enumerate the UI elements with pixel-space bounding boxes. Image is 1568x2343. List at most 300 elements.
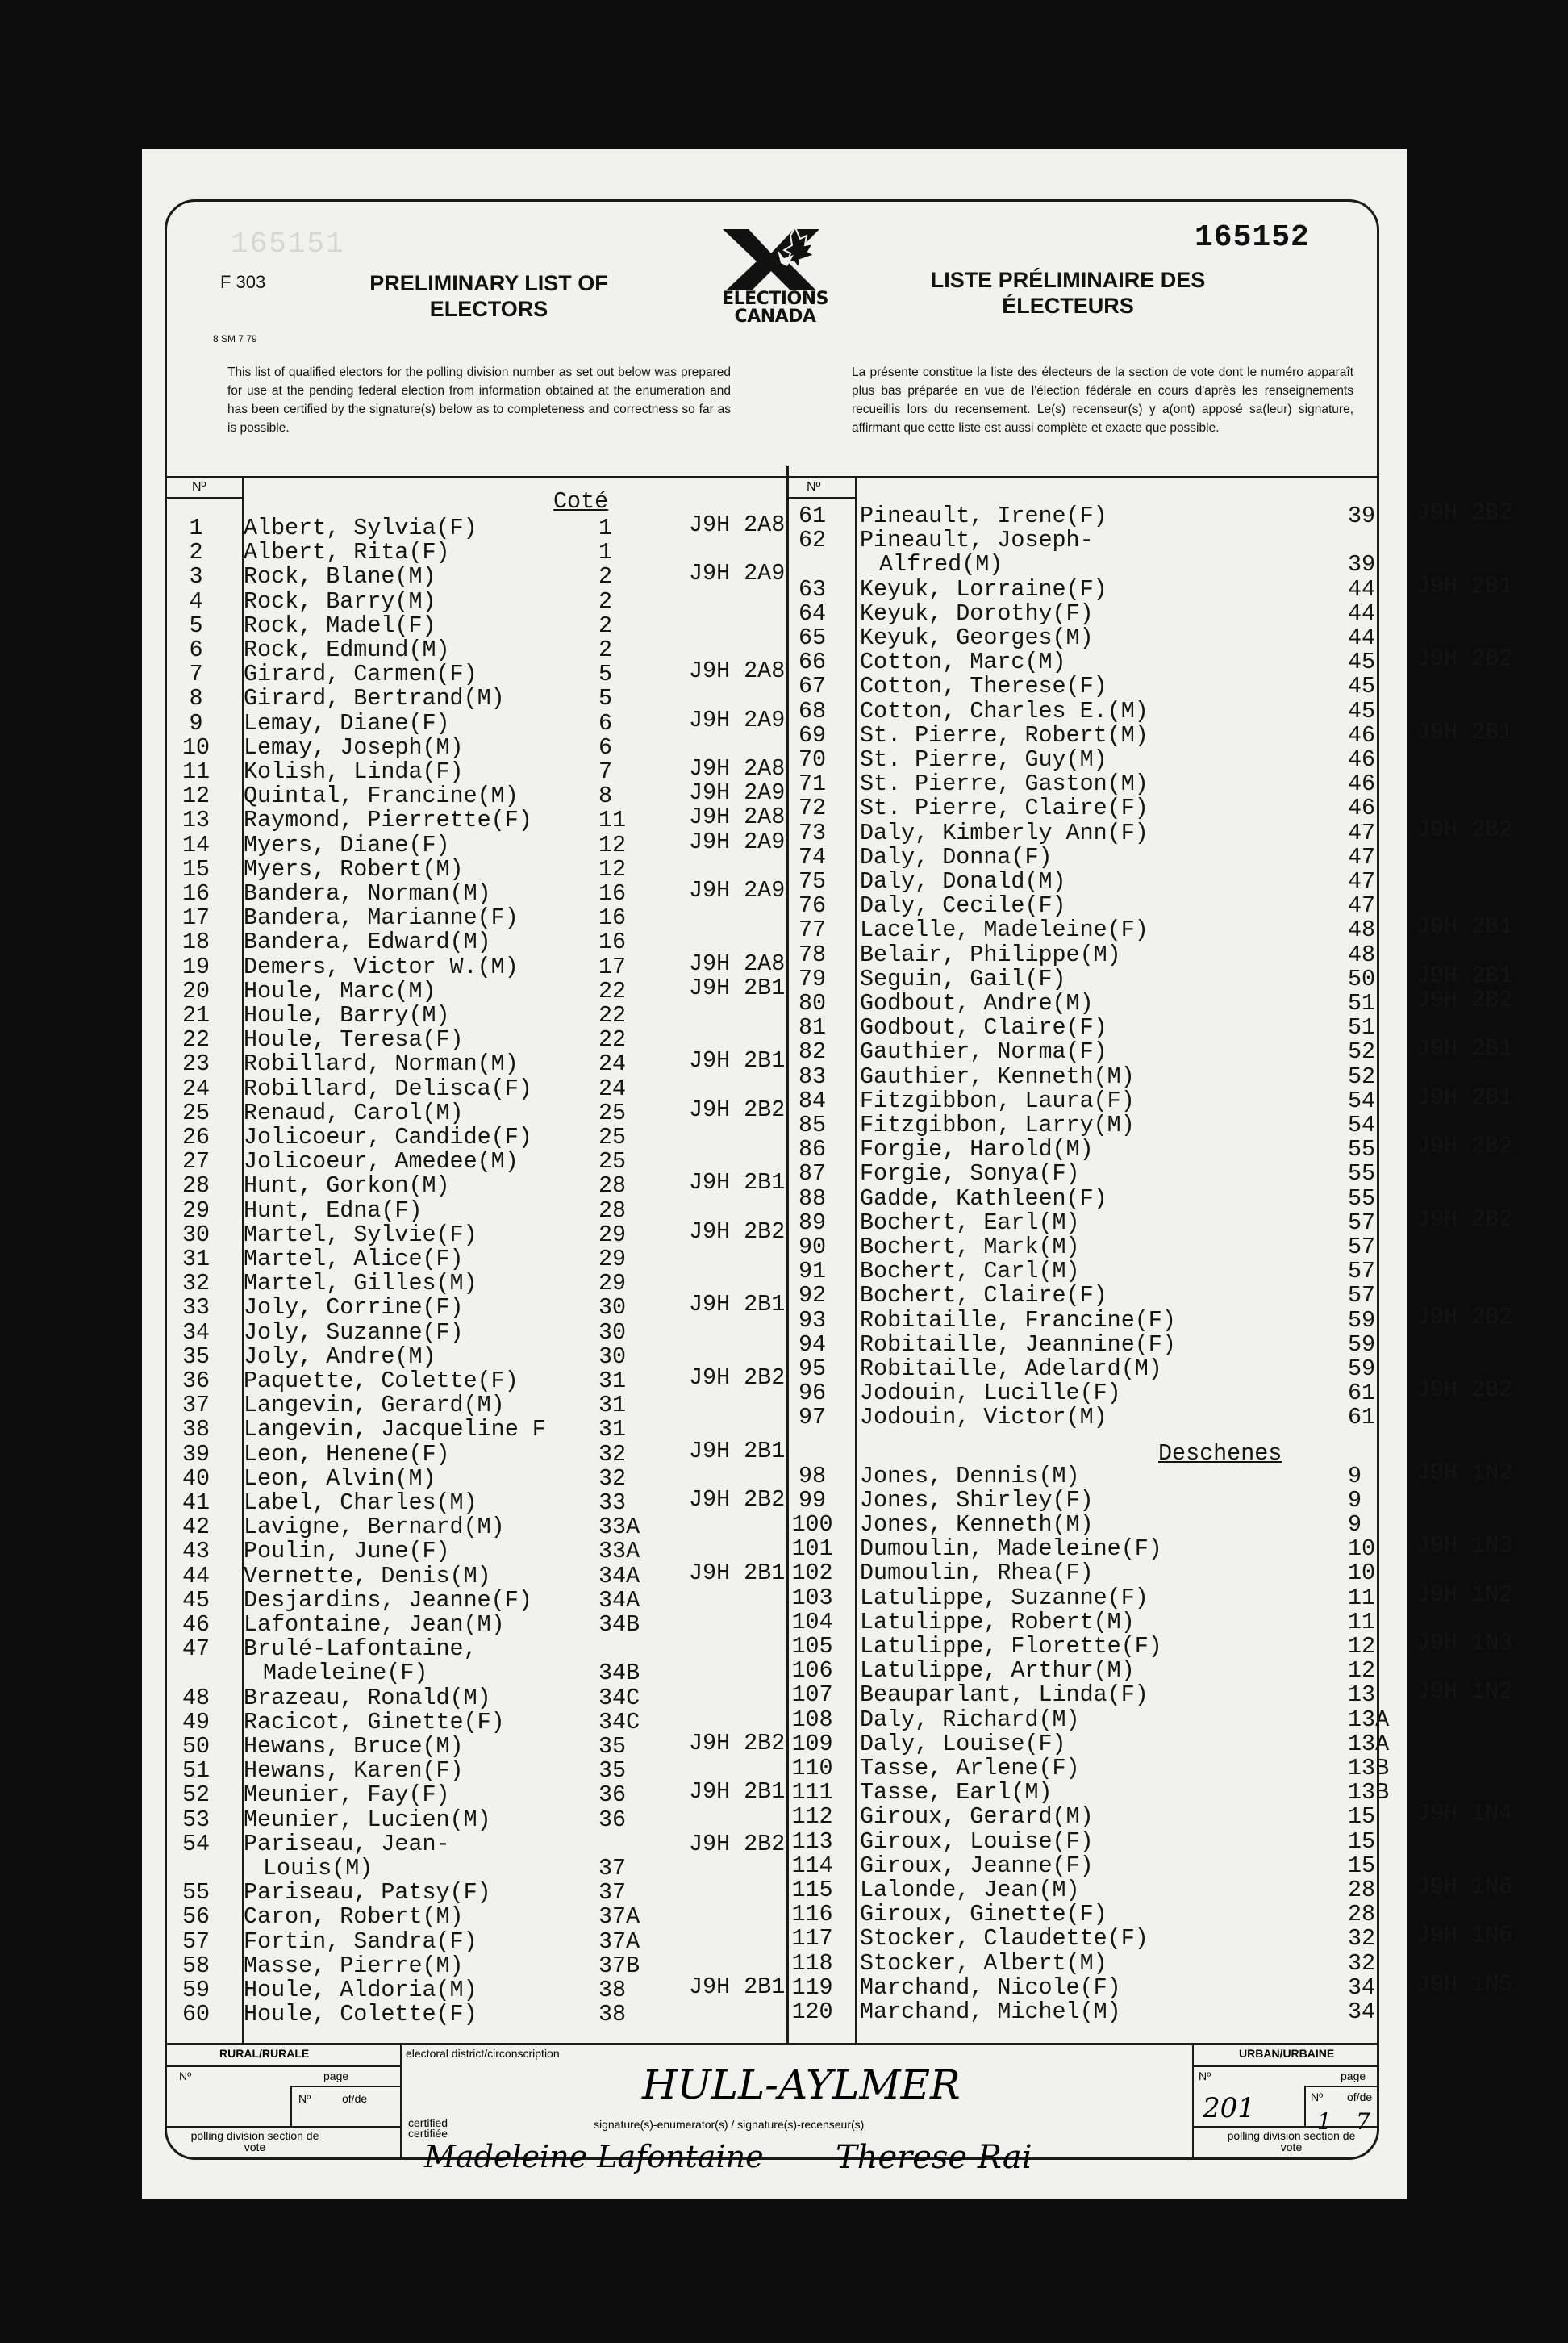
elector-name: Dumoulin, Rhea(F): [860, 1560, 1094, 1587]
elector-name: Houle, Teresa(F): [244, 1026, 464, 1054]
elector-address: 59: [1348, 1306, 1376, 1334]
elector-address: 13B: [1348, 1779, 1390, 1806]
elector-number: 55: [181, 1879, 211, 1907]
elector-postal-code: J9H 2B1: [1416, 913, 1513, 941]
elector-number: 53: [181, 1806, 211, 1833]
document-sheet: [142, 149, 1513, 2199]
elector-number: 81: [798, 1014, 827, 1042]
elector-address: 44: [1348, 624, 1376, 651]
elector-number: 87: [798, 1160, 827, 1188]
urban-page-of-value: 7: [1356, 2108, 1370, 2135]
elector-address: 17: [598, 953, 627, 980]
elector-number: 110: [791, 1755, 833, 1781]
elector-name: Giroux, Ginette(F): [860, 1901, 1107, 1928]
elector-name: Latulippe, Robert(M): [860, 1608, 1135, 1635]
elector-address: 61: [1348, 1380, 1376, 1407]
elector-number: 50: [181, 1733, 211, 1760]
elector-name: Fortin, Sandra(F): [244, 1927, 477, 1955]
elector-name: Langevin, Jacqueline F: [244, 1416, 546, 1443]
elector-address: 2: [598, 612, 613, 639]
elector-address: 34B: [598, 1611, 640, 1638]
elector-address: 45: [1348, 649, 1376, 676]
elector-name: Joly, Suzanne(F): [244, 1318, 464, 1346]
elector-name: St. Pierre, Claire(F): [860, 795, 1149, 822]
elector-address: 57: [1348, 1258, 1376, 1285]
elector-postal-code: J9H 1N3: [1416, 1630, 1513, 1656]
elector-postal-code: J9H 1N6: [1416, 1922, 1513, 1949]
elector-number: 2: [189, 539, 203, 566]
elector-postal-code: J9H 2B1: [689, 1047, 786, 1075]
elector-postal-code: J9H 2B2: [1416, 987, 1513, 1013]
elector-postal-code: J9H 2B1: [689, 1437, 786, 1464]
elector-number: 12: [181, 783, 211, 810]
elector-name: Daly, Donald(M): [860, 868, 1066, 895]
elector-address: 31: [598, 1416, 627, 1443]
rural-no-label: Nº: [179, 2069, 192, 2082]
elector-name: Fitzgibbon, Larry(M): [860, 1112, 1135, 1138]
elector-name: Stocker, Claudette(F): [860, 1925, 1149, 1952]
rural-label: RURAL/RURALE: [219, 2047, 310, 2060]
elector-address: 33: [598, 1489, 627, 1516]
elector-number: 117: [791, 1925, 833, 1952]
elector-number: 16: [181, 880, 211, 907]
elector-name: Lacelle, Madeleine(F): [860, 917, 1149, 944]
elector-number: 44: [181, 1562, 211, 1589]
elector-number: 36: [181, 1368, 211, 1394]
elector-name: Vernette, Denis(M): [244, 1562, 491, 1589]
elector-name: Brulé-Lafontaine,: [244, 1635, 477, 1663]
elector-number: 14: [181, 831, 211, 858]
elector-number: 113: [791, 1827, 833, 1855]
elector-name: Rock, Blane(M): [244, 563, 436, 591]
elector-name: Bochert, Carl(M): [860, 1258, 1080, 1285]
elector-address: 48: [1348, 941, 1376, 968]
elector-address: 25: [598, 1124, 627, 1151]
elector-address: 5: [598, 685, 613, 712]
rural-polling-rule: [167, 2126, 400, 2128]
elector-number: 100: [791, 1511, 833, 1538]
elector-name: Pariseau, Patsy(F): [244, 1879, 491, 1907]
elector-name: Bochert, Mark(M): [860, 1234, 1080, 1260]
elector-address: 36: [598, 1806, 627, 1833]
elector-address: 44: [1348, 575, 1376, 603]
elector-name: Robillard, Delisca(F): [244, 1075, 532, 1102]
elector-postal-code: J9H 2A8: [689, 755, 786, 782]
elector-number: 92: [798, 1282, 827, 1309]
elector-number: 59: [181, 1977, 211, 2003]
elector-number: 118: [791, 1949, 833, 1977]
intro-text-french: La présente constitue la liste des électeurs de la section de vote dont le numéro apparaît plus bas préparée en vue de l'élection fédérale en cours d'après les renseignements recueillis lors du recensement. Le(s) recenseur(s) y a(ont) apposé sa(leur) signature, affirmant que cette liste est aussi complète et exacte que possible.: [852, 365, 1353, 435]
form-code: F 303: [220, 272, 266, 292]
elector-number: 103: [791, 1584, 833, 1611]
elector-address: 34C: [598, 1684, 640, 1711]
elector-name: Martel, Gilles(M): [244, 1270, 477, 1297]
elector-number: 98: [798, 1462, 827, 1489]
elector-name: Latulippe, Arthur(M): [860, 1657, 1135, 1685]
elector-number: 10: [181, 733, 211, 761]
elector-address: 28: [1348, 1901, 1376, 1928]
rural-polling-label: polling division section de vote: [190, 2129, 319, 2153]
elector-name: Tasse, Arlene(F): [860, 1755, 1080, 1781]
elector-address: 1: [598, 539, 613, 566]
elector-number: 6: [189, 637, 203, 663]
elector-number: 38: [181, 1416, 211, 1443]
elector-name: Jolicoeur, Candide(F): [244, 1124, 532, 1151]
elector-address: 55: [1348, 1184, 1376, 1212]
elector-number: 37: [181, 1392, 211, 1419]
elector-postal-code: J9H 2A8: [689, 804, 786, 831]
elector-number: 19: [181, 953, 211, 980]
elector-number: 72: [798, 795, 827, 822]
enumerator-signature-2: Therese Rai: [836, 2139, 1032, 2176]
elector-name: Lavigne, Bernard(M): [244, 1514, 505, 1541]
elector-address: 2: [598, 637, 613, 663]
elector-address: 10: [1348, 1535, 1376, 1563]
elector-name: Paquette, Colette(F): [244, 1368, 519, 1394]
elector-address: 15: [1348, 1827, 1376, 1855]
elector-address: 37A: [598, 1927, 640, 1955]
elector-number: 102: [791, 1560, 833, 1587]
elector-address: 50: [1348, 965, 1376, 992]
elector-number: 73: [798, 819, 827, 846]
elector-address: 30: [598, 1318, 627, 1346]
signature-label: signature(s)-enumerator(s) / signature(s)-recenseur(s): [594, 2118, 865, 2131]
enumerator-signature-1: Madeleine Lafontaine: [424, 2139, 764, 2174]
elector-address: 12: [598, 855, 627, 883]
urban-no-label: Nº: [1199, 2069, 1211, 2082]
elector-number: 99: [798, 1486, 827, 1514]
elector-name: Daly, Richard(M): [860, 1706, 1080, 1733]
elector-number: 86: [798, 1136, 827, 1163]
elector-number: 66: [798, 649, 827, 676]
logo-text: ELECTIONS CANADA: [722, 289, 828, 327]
elector-name: Daly, Cecile(F): [860, 892, 1066, 920]
elector-postal-code: J9H 2B2: [1416, 645, 1513, 673]
elector-address: 29: [598, 1270, 627, 1297]
serial-number: 165152: [1195, 220, 1310, 255]
elector-name: Beauparlant, Linda(F): [860, 1681, 1149, 1709]
elector-number: 60: [181, 2001, 211, 2028]
elector-name: Brazeau, Ronald(M): [244, 1684, 491, 1711]
elector-address: 39: [1348, 551, 1376, 578]
elector-postal-code: J9H 2B1: [1416, 1035, 1513, 1063]
elector-address: 28: [598, 1172, 627, 1200]
elector-name: Houle, Colette(F): [244, 2001, 477, 2028]
elector-name: Raymond, Pierrette(F): [244, 807, 532, 834]
elector-name: Pariseau, Jean-: [244, 1830, 450, 1857]
elector-name: Cotton, Therese(F): [860, 673, 1107, 700]
elector-name-continued: Alfred(M): [879, 551, 1003, 578]
elector-number: 39: [181, 1440, 211, 1468]
elector-name: Poulin, June(F): [244, 1538, 450, 1565]
elector-address: 33A: [598, 1514, 640, 1541]
elector-number: 32: [181, 1270, 211, 1297]
urban-page-top-rule: [1304, 2086, 1378, 2087]
elector-name: Jones, Dennis(M): [860, 1462, 1080, 1489]
elector-name: Bochert, Earl(M): [860, 1209, 1080, 1236]
rural-page-label: page: [323, 2069, 349, 2082]
footer-divider-left: [400, 2043, 402, 2160]
rural-page-divider: [290, 2086, 292, 2126]
elector-address: 9: [1348, 1511, 1362, 1538]
elector-address: 1: [598, 515, 613, 541]
elector-number: 21: [181, 1002, 211, 1029]
right-no-header-rule: [786, 497, 856, 499]
elector-number: 17: [181, 904, 211, 932]
elector-name: Caron, Robert(M): [244, 1903, 464, 1931]
rural-page-no-label: Nº: [298, 2092, 311, 2105]
elector-name: Keyuk, Dorothy(F): [860, 599, 1094, 627]
elector-name: Lalonde, Jean(M): [860, 1877, 1080, 1903]
elector-name: Latulippe, Florette(F): [860, 1633, 1162, 1660]
elector-number: 107: [791, 1681, 833, 1709]
urban-label-rule: [1194, 2065, 1378, 2067]
elector-address: 59: [1348, 1355, 1376, 1382]
elector-address: 9: [1348, 1462, 1362, 1489]
elector-postal-code: J9H 2B2: [1416, 1376, 1513, 1404]
elector-address: 32: [598, 1440, 627, 1468]
urban-page-no-label: Nº: [1311, 2090, 1324, 2103]
elector-number: 75: [798, 868, 827, 895]
footer-top-rule: [167, 2043, 1377, 2045]
elector-number: 43: [181, 1538, 211, 1565]
elector-name: Robitaille, Jeannine(F): [860, 1330, 1176, 1358]
elector-address: 55: [1348, 1160, 1376, 1188]
urban-polling-label: polling division section de vote: [1227, 2129, 1356, 2153]
elector-address: 12: [1348, 1657, 1376, 1685]
elector-postal-code: J9H 1N6: [1416, 1873, 1513, 1900]
elector-postal-code: J9H 2B1: [689, 1778, 786, 1806]
elector-name: Hunt, Edna(F): [244, 1197, 423, 1224]
elector-number: 49: [181, 1708, 211, 1735]
elector-address: 16: [598, 880, 627, 907]
elector-number: 106: [791, 1657, 833, 1685]
elector-name: Gadde, Kathleen(F): [860, 1184, 1107, 1212]
elector-address: 25: [598, 1148, 627, 1176]
elector-name: Gauthier, Kenneth(M): [860, 1063, 1135, 1090]
left-no-header: Nº: [192, 480, 206, 494]
elector-name: Kolish, Linda(F): [244, 758, 464, 785]
elector-number: 79: [798, 965, 827, 992]
elector-name: Girard, Carmen(F): [244, 661, 477, 688]
elector-number: 58: [181, 1952, 211, 1979]
elector-address: 37: [598, 1879, 627, 1907]
elector-address: 16: [598, 929, 627, 956]
elector-number: 3: [189, 563, 203, 591]
elector-number: 115: [791, 1877, 833, 1903]
elector-number: 109: [791, 1730, 833, 1757]
elector-address: 46: [1348, 721, 1376, 749]
urban-label: URBAN/URBAINE: [1239, 2047, 1335, 2060]
elector-name: Myers, Diane(F): [244, 831, 450, 858]
footer-divider-right: [1192, 2043, 1194, 2160]
elector-address: 47: [1348, 892, 1376, 920]
elector-number: 61: [798, 503, 827, 529]
elector-name: Langevin, Gerard(M): [244, 1392, 505, 1419]
elector-number: 97: [798, 1404, 827, 1431]
elector-number: 101: [791, 1535, 833, 1563]
elector-number: 105: [791, 1633, 833, 1660]
rural-label-rule: [167, 2065, 400, 2067]
elector-number: 31: [181, 1246, 211, 1272]
elector-address: 31: [598, 1392, 627, 1419]
elector-address: 57: [1348, 1209, 1376, 1236]
elector-postal-code: J9H 1N5: [1416, 1970, 1513, 1998]
elector-number: 8: [189, 685, 203, 712]
elector-number: 35: [181, 1343, 211, 1370]
elector-number: 1: [189, 515, 203, 541]
elector-name: Forgie, Sonya(F): [860, 1160, 1080, 1188]
elector-address: 11: [598, 807, 627, 834]
title-french: LISTE PRÉLIMINAIRE DES ÉLECTEURS: [930, 268, 1206, 318]
elector-name: Myers, Robert(M): [244, 855, 464, 883]
elector-address: 57: [1348, 1282, 1376, 1309]
elector-name: Hewans, Bruce(M): [244, 1733, 464, 1760]
elector-number: 108: [791, 1706, 833, 1733]
elector-address: 11: [1348, 1608, 1376, 1635]
urban-page-of-label: of/de: [1347, 2090, 1373, 2103]
elector-address: 52: [1348, 1038, 1376, 1066]
district-label: electoral district/circonscription: [406, 2047, 560, 2060]
elector-postal-code: J9H 2B1: [689, 1169, 786, 1197]
elector-address: 29: [598, 1246, 627, 1272]
elector-address: 33A: [598, 1538, 640, 1565]
elector-address: 22: [598, 1002, 627, 1029]
elector-number: 42: [181, 1514, 211, 1541]
elector-name: Albert, Sylvia(F): [244, 515, 477, 541]
elector-postal-code: J9H 2A9: [689, 560, 786, 587]
elector-number: 91: [798, 1258, 827, 1285]
elector-number: 27: [181, 1148, 211, 1176]
elector-address: 25: [598, 1099, 627, 1126]
elector-address: 34B: [598, 1660, 640, 1687]
elector-number: 78: [798, 941, 827, 968]
elector-name: Cotton, Marc(M): [860, 649, 1066, 676]
rural-page-top-rule: [290, 2086, 400, 2087]
elector-address: 34A: [598, 1586, 640, 1614]
elector-address: 8: [598, 783, 613, 810]
urban-polling-rule: [1194, 2126, 1378, 2128]
elector-name: Giroux, Gerard(M): [860, 1803, 1094, 1831]
elector-postal-code: J9H 1N2: [1416, 1678, 1513, 1706]
elector-address: 2: [598, 587, 613, 615]
elector-number: 33: [181, 1294, 211, 1322]
elector-address: 29: [598, 1221, 627, 1248]
elector-number: 18: [181, 929, 211, 956]
elector-number: 96: [798, 1380, 827, 1407]
elector-name: Jodouin, Victor(M): [860, 1404, 1107, 1431]
elector-name: Martel, Alice(F): [244, 1246, 464, 1272]
elector-number: 48: [181, 1684, 211, 1711]
elector-number: 88: [798, 1184, 827, 1212]
right-no-column-rule: [855, 476, 857, 2043]
elector-number: 64: [798, 599, 827, 627]
elector-name: St. Pierre, Robert(M): [860, 721, 1149, 749]
elector-address: 28: [1348, 1877, 1376, 1903]
elector-postal-code: J9H 2B1: [689, 974, 786, 1001]
elector-number: 85: [798, 1112, 827, 1138]
elector-address: 61: [1348, 1404, 1376, 1431]
elector-address: 51: [1348, 990, 1376, 1017]
elector-name: Renaud, Carol(M): [244, 1099, 464, 1126]
elector-address: 2: [598, 563, 613, 591]
elector-postal-code: J9H 2B2: [689, 1364, 786, 1391]
elector-name: Meunier, Lucien(M): [244, 1806, 491, 1833]
elector-number: 56: [181, 1903, 211, 1931]
elector-address: 13A: [1348, 1730, 1390, 1757]
elector-number: 94: [798, 1330, 827, 1358]
elector-number: 9: [189, 709, 203, 737]
elector-address: 34: [1348, 1973, 1376, 2001]
elector-postal-code: J9H 2B2: [1416, 1303, 1513, 1330]
ghost-serial-number: 165151: [231, 228, 345, 261]
elector-address: 5: [598, 661, 613, 688]
elector-name: Pineault, Joseph-: [860, 527, 1094, 554]
elector-address: 6: [598, 709, 613, 737]
elector-name: Giroux, Jeanne(F): [860, 1852, 1094, 1879]
elector-address: 34: [1348, 1998, 1376, 2025]
elector-name: Houle, Marc(M): [244, 977, 436, 1004]
elector-address: 47: [1348, 819, 1376, 846]
elector-address: 36: [598, 1781, 627, 1809]
table-top-rule: [167, 476, 1377, 478]
elector-number: 45: [181, 1586, 211, 1614]
elector-number: 104: [791, 1608, 833, 1635]
elector-postal-code: J9H 1N4: [1416, 1800, 1513, 1827]
elector-postal-code: J9H 2B2: [689, 1096, 786, 1123]
elector-postal-code: J9H 2B1: [1416, 962, 1513, 989]
elector-postal-code: J9H 1N2: [1416, 1581, 1513, 1608]
elector-address: 44: [1348, 599, 1376, 627]
elector-name: Masse, Pierre(M): [244, 1952, 464, 1979]
elector-address: 45: [1348, 673, 1376, 700]
elector-number: 46: [181, 1611, 211, 1638]
elector-number: 28: [181, 1172, 211, 1200]
elector-name: Jodouin, Lucille(F): [860, 1380, 1121, 1407]
elector-number: 71: [798, 771, 827, 798]
elector-number: 26: [181, 1124, 211, 1151]
elector-number: 76: [798, 892, 827, 920]
elector-name: Hewans, Karen(F): [244, 1757, 464, 1785]
elector-address: 57: [1348, 1234, 1376, 1260]
elector-address: 32: [1348, 1949, 1376, 1977]
elector-name: Marchand, Nicole(F): [860, 1973, 1121, 2001]
elector-name: Keyuk, Lorraine(F): [860, 575, 1107, 603]
elector-name: Pineault, Irene(F): [860, 503, 1107, 529]
elector-address: 15: [1348, 1852, 1376, 1879]
elector-address: 10: [1348, 1560, 1376, 1587]
elector-name: Demers, Victor W.(M): [244, 953, 519, 980]
elector-address: 47: [1348, 843, 1376, 871]
elector-address: 46: [1348, 771, 1376, 798]
elector-address: 54: [1348, 1087, 1376, 1114]
elector-name: Seguin, Gail(F): [860, 965, 1066, 992]
elector-number: 93: [798, 1306, 827, 1334]
elector-name-continued: Madeleine(F): [263, 1660, 428, 1687]
elector-address: 22: [598, 977, 627, 1004]
elector-name: Joly, Corrine(F): [244, 1294, 464, 1322]
elector-address: 37: [598, 1854, 627, 1881]
urban-page-label: page: [1341, 2069, 1366, 2082]
elector-postal-code: J9H 2B1: [1416, 718, 1513, 746]
rural-page-of-label: of/de: [342, 2092, 368, 2105]
elector-address: 37A: [598, 1903, 640, 1931]
elector-postal-code: J9H 2A8: [689, 512, 786, 538]
elector-name: Tasse, Earl(M): [860, 1779, 1053, 1806]
elector-name: Daly, Donna(F): [860, 843, 1053, 871]
elector-postal-code: J9H 2B2: [1416, 499, 1513, 526]
elector-name: Rock, Edmund(M): [244, 637, 450, 663]
